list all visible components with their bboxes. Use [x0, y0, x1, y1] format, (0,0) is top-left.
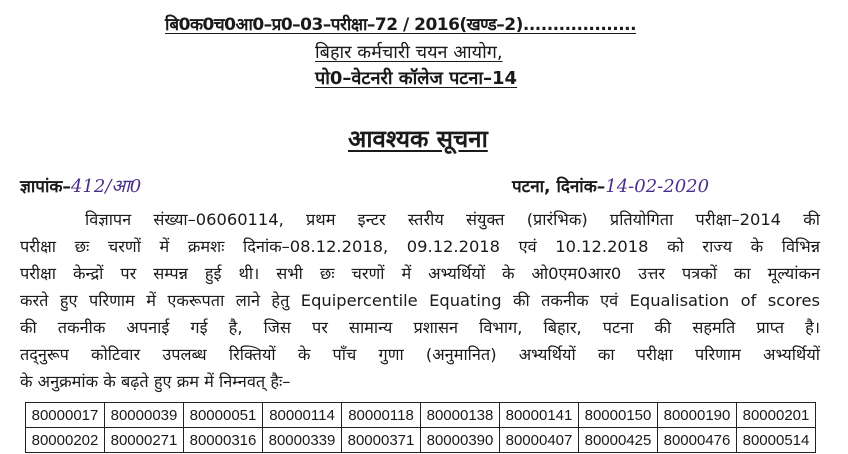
- body-line: करते हुए परिणाम में एकरूपता लाने हेतु Equipercentile Equating की तकनीक एवं Equalisation of scores: [20, 291, 820, 310]
- body-line: के अनुक्रमांक के बढ़ते हुए क्रम में निम्नवत् हैः–: [20, 372, 291, 391]
- table-row: [26, 403, 816, 428]
- organization-address: पो0–वेटनरी कॉलेज पटना–14: [315, 68, 518, 89]
- table-row: [26, 428, 816, 453]
- date-row: [512, 174, 709, 197]
- roll-number-cell: 80000339: [263, 428, 342, 453]
- roll-number-cell: 80000051: [184, 403, 263, 428]
- roll-number-cell: 80000476: [658, 428, 737, 453]
- roll-number-cell: 80000271: [105, 428, 184, 453]
- place-date-label: पटना, दिनांक–: [512, 177, 606, 197]
- roll-number-cell: 80000371: [342, 428, 421, 453]
- reference-number: बि0क0च0आ0–प्र0–03–परीक्षा–72 / 2016(खण्ड–2)...................: [165, 15, 637, 35]
- roll-number-cell: 80000150: [579, 403, 658, 428]
- roll-number-cell: 80000039: [105, 403, 184, 428]
- roll-number-cell: 80000514: [737, 428, 816, 453]
- roll-number-cell: 80000407: [500, 428, 579, 453]
- body-line: परीक्षा छः चरणों में क्रमशः दिनांक–08.12.2018, 09.12.2018 एवं 10.12.2018 को राज्य के विभिन्न: [20, 237, 820, 256]
- roll-number-cell: 80000118: [342, 403, 421, 428]
- roll-number-cell: 80000390: [421, 428, 500, 453]
- memo-number-row: [20, 174, 141, 198]
- roll-number-cell: 80000202: [26, 428, 105, 453]
- organization-name: बिहार कर्मचारी चयन आयोग,: [315, 42, 503, 63]
- memo-label: ज्ञापांक–: [20, 177, 71, 197]
- memo-number: 412/आ0: [70, 176, 142, 197]
- roll-number-cell: 80000141: [500, 403, 579, 428]
- roll-number-cell: 80000017: [26, 403, 105, 428]
- roll-number-cell: 80000201: [737, 403, 816, 428]
- roll-number-cell: 80000114: [263, 403, 342, 428]
- body-line: परीक्षा केन्द्रों पर सम्पन्न हुई थी। सभी छः चरणों में अभ्यर्थियों के ओ0एम0आर0 उत्तर पत्रकों का मूल्यांकन: [20, 264, 820, 283]
- body-line: विज्ञापन संख्या–06060114, प्रथम इन्टर स्तरीय संयुक्त (प्रारंभिक) प्रतियोगिता परीक्षा–2014 की: [85, 210, 820, 229]
- body-line: तद्नुरूप कोटिवार उपलब्ध रिक्तियों के पाँच गुणा (अनुमानित) अभ्यर्थियों का परीक्षा परिणाम अभ्यर्थियों: [20, 345, 820, 364]
- roll-number-table: [25, 402, 816, 453]
- roll-number-cell: 80000316: [184, 428, 263, 453]
- roll-number-cell: 80000425: [579, 428, 658, 453]
- roll-number-cell: 80000138: [421, 403, 500, 428]
- roll-number-cell: 80000190: [658, 403, 737, 428]
- notice-title: आवश्यक सूचना: [348, 125, 488, 153]
- notice-date: 14-02-2020: [605, 176, 710, 197]
- body-line: की तकनीक अपनाई गई है, जिस पर सामान्य प्रशासन विभाग, बिहार, पटना की सहमति प्राप्त है।: [20, 318, 820, 337]
